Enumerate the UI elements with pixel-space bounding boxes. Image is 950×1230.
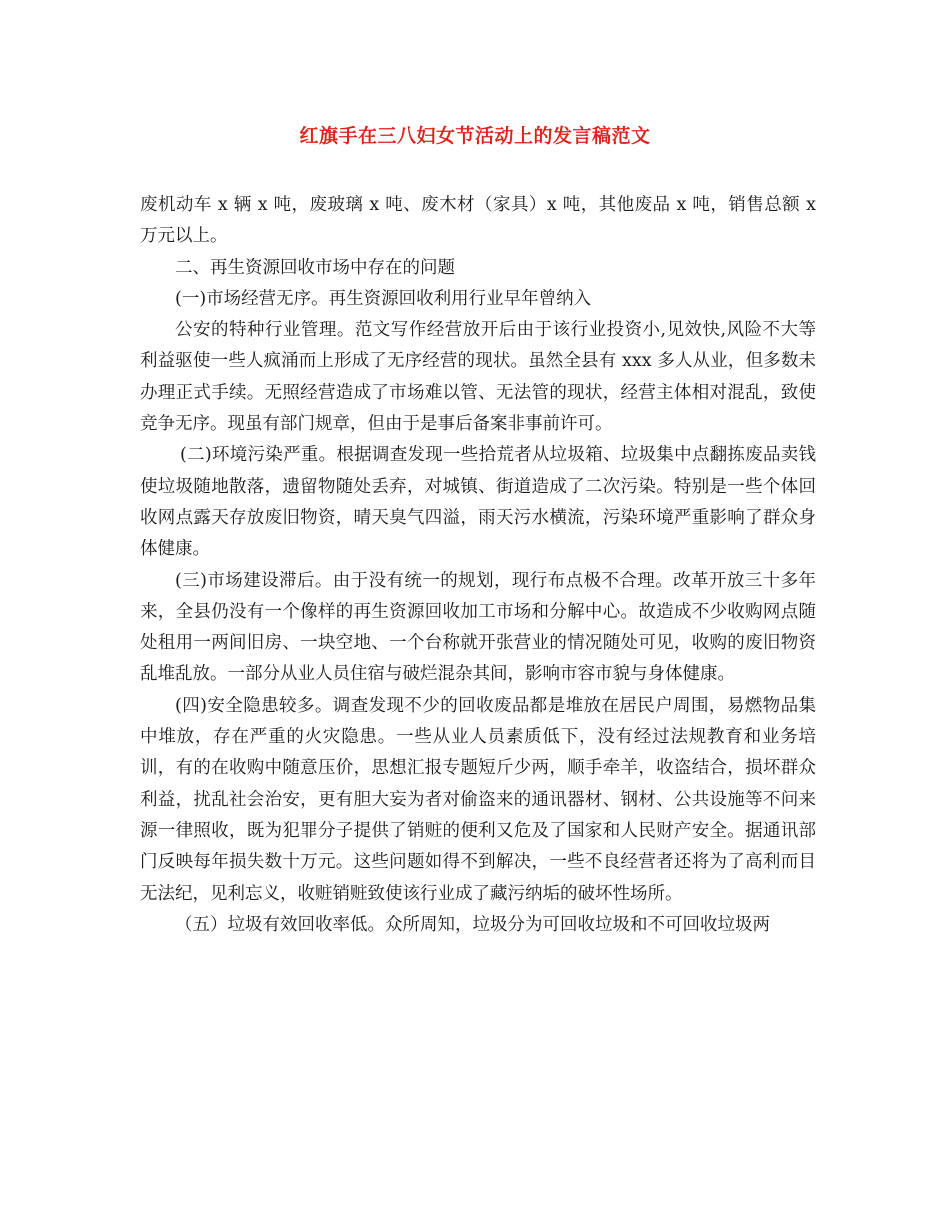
paragraph-8: （五）垃圾有效回收率低。众所周知，垃圾分为可回收垃圾和不可回收垃圾两 bbox=[175, 914, 770, 935]
paragraph-5: (二)环境污染严重。根据调查发现一些拾荒者从垃圾箱、垃圾集中点翻拣废品卖钱使垃圾随地散落，遗留物随处丢弃，对城镇、街道造成了二次污染。特别是一些个体回收网点露天存放废旧物资，晴天臭气四溢，雨天污水横流，污染环境严重影响了群众身体健康。 bbox=[140, 445, 816, 560]
paragraph-1: 废机动车 x 辆 x 吨，废玻璃 x 吨、废木材（家具）x 吨，其他废品 x 吨，销售总额 x 万元以上。 bbox=[140, 195, 816, 247]
paragraph-7: (四)安全隐患较多。调查发现不少的回收废品都是堆放在居民户周围，易燃物品集中堆放，存在严重的火灾隐患。一些从业人员素质低下，没有经过法规教育和业务培训，有的在收购中随意压价，思想汇报专题短斤少两，顺手牵羊，收盗结合，损坏群众利益，扰乱社会治安，更有胆大妄为者对偷盗来的通讯器材、钢材、公共设施等不问来源一律照收，既为犯罪分子提供了销赃的便利又危及了国家和人民财产安全。据通讯部门反映每年损失数十万元。这些问题如得不到解决，一些不良经营者还将为了高利而目无法纪，见利忘义，收赃销赃致使该行业成了藏污纳垢的破坏性场所。 bbox=[140, 695, 816, 904]
paragraph-6: (三)市场建设滞后。由于没有统一的规划，现行布点极不合理。改革开放三十多年来，全县仍没有一个像样的再生资源回收加工市场和分解中心。故造成不少收购网点随处租用一两间旧房、一块空地、一个台称就开张营业的情况随处可见，收购的废旧物资乱堆乱放。一部分从业人员住宿与破烂混杂其间，影响市容市貌与身体健康。 bbox=[140, 570, 816, 685]
document-title: 红旗手在三八妇女节活动上的发言稿范文 bbox=[299, 125, 651, 147]
paragraph-3: (一)市场经营无序。再生资源回收利用行业早年曾纳入 bbox=[175, 288, 592, 309]
paragraph-2: 二、再生资源回收市场中存在的问题 bbox=[175, 257, 455, 278]
document-body bbox=[140, 190, 816, 941]
paragraph-4: 公安的特种行业管理。范文写作经营放开后由于该行业投资小,见效快,风险不大等利益驱使一些人疯涌而上形成了无序经营的现状。虽然全县有 xxx 多人从业，但多数未办理正式手续。无照经营造成了市场难以管、无法管的现状，经营主体相对混乱，致使竞争无序。现虽有部门规章，但由于是事后备案非事前许可。 bbox=[140, 320, 816, 435]
